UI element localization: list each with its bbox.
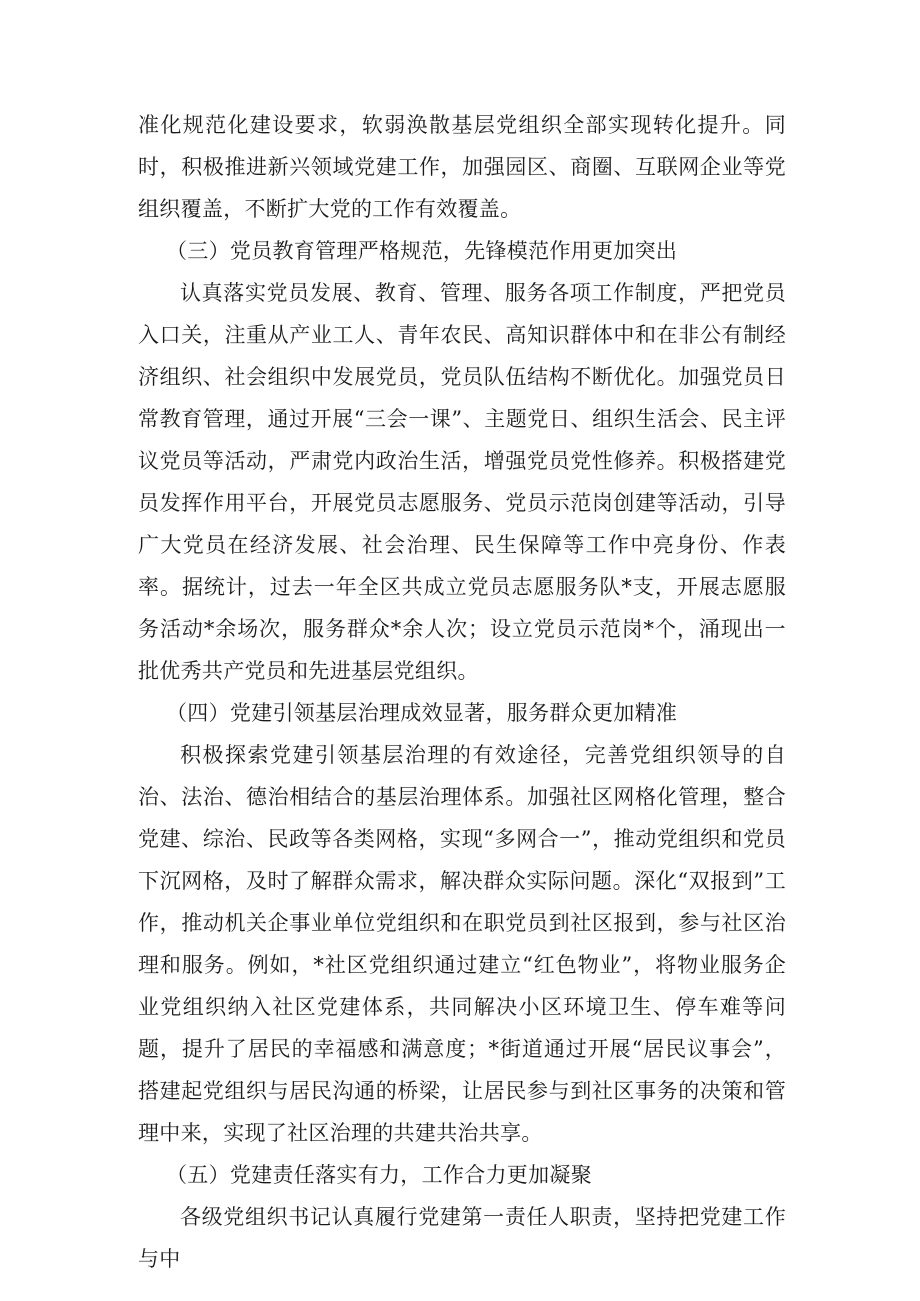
paragraph-grassroots-governance: 积极探索党建引领基层治理的有效途径，完善党组织领导的自治、法治、德治相结合的基层治理体系。加强社区网格化管理，整合党建、综治、民政等各类网格，实现“多网合一”，推动党组织和党员下沉网格，及时了解群众需求，解决群众实际问题。深化“双报到”工作，推动机关企事业单位党组织和在职党员到社区报到，参与社区治理和服务。例如，*社区党组织通过建立“红色物业”，将物业服务企业党组织纳入社区党建体系，共同解决小区环境卫生、停车难等问题，提升了居民的幸福感和满意度；*街道通过开展“居民议事会”，搭建起党组织与居民沟通的桥梁，让居民参与到社区事务的决策和管理中来，实现了社区治理的共建共治共享。	[138, 743, 786, 1145]
paragraph-responsibility: 各级党组织书记认真履行党建第一责任人职责，坚持把党建工作与中	[138, 1205, 786, 1271]
heading-section-3: （三）党员教育管理严格规范，先锋模范作用更加突出	[166, 239, 678, 263]
heading-section-5: （五）党建责任落实有力，工作合力更加凝聚	[166, 1163, 592, 1187]
paragraph-member-education: 认真落实党员发展、教育、管理、服务各项工作制度，严把党员入口关，注重从产业工人、青年农民、高知识群体中和在非公有制经济组织、社会组织中发展党员，党员队伍结构不断优化。加强党员日常教育管理，通过开展“三会一课”、主题党日、组织生活会、民主评议党员等活动，严肃党内政治生活，增强党员党性修养。积极搭建党员发挥作用平台，开展党员志愿服务、党员示范岗创建等活动，引导广大党员在经济发展、社会治理、民生保障等工作中亮身份、作表率。据统计，过去一年全区共成立党员志愿服务队*支，开展志愿服务活动*余场次，服务群众*余人次；设立党员示范岗*个，涌现出一批优秀共产党员和先进基层党组织。	[138, 281, 786, 683]
document-body	[138, 104, 786, 1280]
paragraph-coverage: 准化规范化建设要求，软弱涣散基层党组织全部实现转化提升。同时，积极推进新兴领域党建工作，加强园区、商圈、互联网企业等党组织覆盖，不断扩大党的工作有效覆盖。	[138, 113, 786, 221]
heading-section-4: （四）党建引领基层治理成效显著，服务群众更加精准	[166, 701, 678, 725]
